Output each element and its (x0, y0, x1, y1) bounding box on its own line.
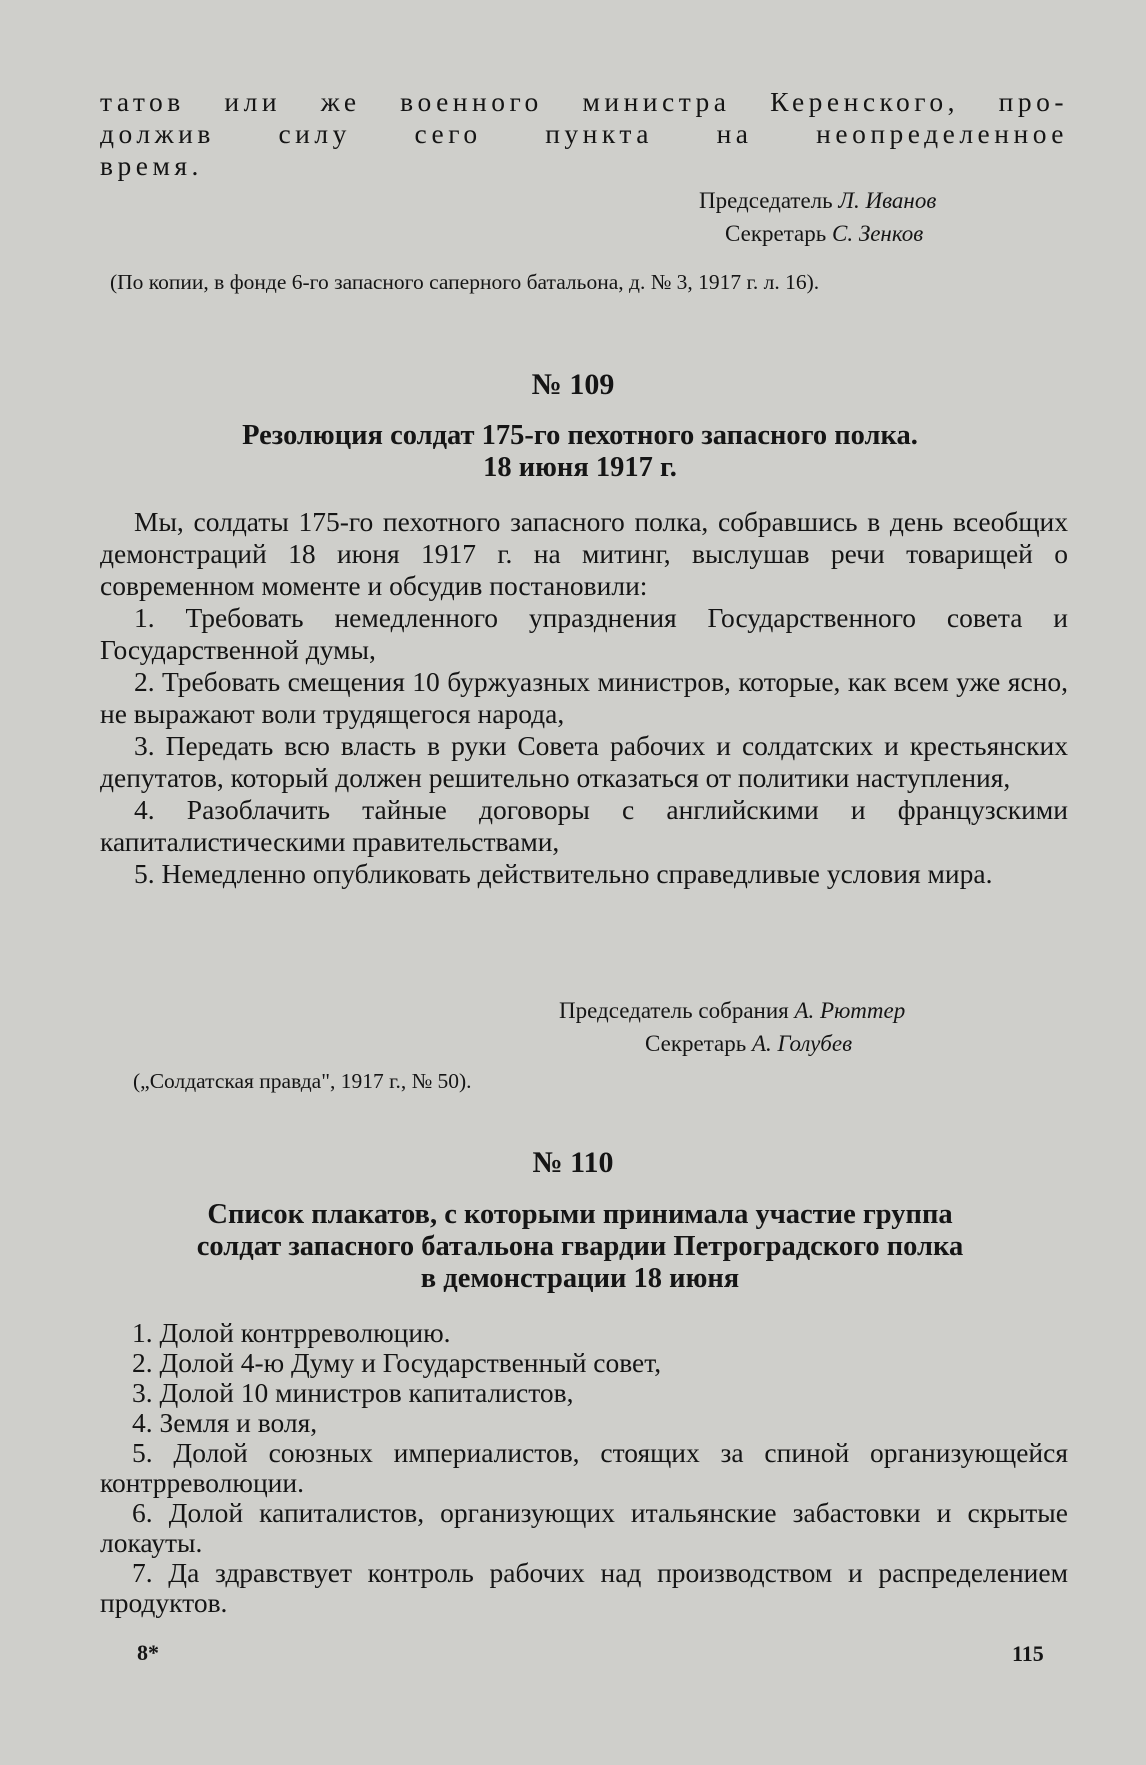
document-title-110-line-2: солдат запасного батальона гвардии Петроградского полка (196, 1231, 964, 1262)
placard-item-1: 1. Долой контрреволюцию. (132, 1317, 451, 1348)
document-body-109 (100, 506, 1068, 890)
signature-chair-2 (559, 996, 905, 1026)
signature-secretary-label: Секретарь (645, 1031, 747, 1056)
resolution-item-3: 3. Передать всю власть в руки Совета рабочих и солдатских и крестьянских депутатов, который должен решительно отказаться от политики наступления, (100, 730, 1068, 793)
source-note-1: (По копии, в фонде 6-го запасного саперного батальона, д. № 3, 1917 г. л. 16). (110, 270, 820, 294)
signature-secretary-2 (645, 1029, 852, 1059)
document-title-109-line-1: Резолюция солдат 175-го пехотного запасного полка. (242, 420, 918, 451)
resolution-item-2: 2. Требовать смещения 10 буржуазных министров, которые, как всем уже ясно, не выражают воли трудящегося народа, (100, 666, 1068, 729)
document-title-109 (90, 420, 1070, 484)
signature-secretary-name: А. Голубев (752, 1031, 853, 1056)
opening-line-2: должив силу сего пункта на неопределенное (100, 118, 1068, 149)
opening-paragraph (100, 86, 1068, 182)
placard-item-6: 6. Долой капиталистов, организующих итальянские забастовки и скрытые локауты. (100, 1497, 1068, 1558)
signature-mark: 8* (137, 1640, 159, 1665)
placard-item-7: 7. Да здравствует контроль рабочих над производством и распределением продуктов. (100, 1557, 1068, 1618)
placard-item-4: 4. Земля и воля, (132, 1407, 318, 1438)
document-title-110-line-1: Список плакатов, с которыми принимала участие группа (207, 1199, 953, 1230)
signature-secretary-label: Секретарь (725, 221, 827, 246)
resolution-item-1: 1. Требовать немедленного упразднения Государственного совета и Государственной думы, (100, 602, 1068, 665)
signature-secretary-name: С. Зенков (832, 221, 924, 246)
signature-chair-name: А. Рюттер (794, 998, 906, 1023)
document-title-110 (90, 1199, 1070, 1295)
source-note-2: („Солдатская правда", 1917 г., № 50). (133, 1069, 472, 1093)
opening-line-3: время. (100, 150, 203, 181)
placard-item-3: 3. Долой 10 министров капиталистов, (132, 1377, 574, 1408)
document-title-109-line-2: 18 июня 1917 г. (483, 452, 677, 483)
resolution-item-5: 5. Немедленно опубликовать действительно справедливые условия мира. (134, 858, 993, 889)
opening-line-1: татов или же военного министра Керенского, про- (100, 86, 1068, 117)
signature-chair-1 (699, 186, 936, 216)
resolution-intro: Мы, солдаты 175-го пехотного запасного полка, собравшись в день всеобщих демонстраций 18 июня 1917 г. на митинг, выслушав речи товарищей о современном моменте и обсудив постановили: (100, 506, 1068, 601)
placard-item-5: 5. Долой союзных империалистов, стоящих за спиной организующейся контрреволюции. (100, 1437, 1068, 1498)
document-number-109: № 109 (531, 368, 615, 401)
document-title-110-line-3: в демонстрации 18 июня (420, 1263, 740, 1294)
placard-item-2: 2. Долой 4-ю Думу и Государственный совет, (132, 1347, 662, 1378)
resolution-item-4: 4. Разоблачить тайные договоры с английскими и французскими капиталистическими правительствами, (100, 794, 1068, 857)
signature-chair-name: Л. Иванов (838, 188, 937, 213)
document-body-110 (100, 1318, 1068, 1618)
document-number-110: № 110 (532, 1146, 614, 1179)
signature-chair-label: Председатель собрания (559, 998, 789, 1023)
signature-chair-label: Председатель (699, 188, 833, 213)
page-number: 115 (1012, 1641, 1044, 1666)
signature-secretary-1 (725, 219, 923, 249)
